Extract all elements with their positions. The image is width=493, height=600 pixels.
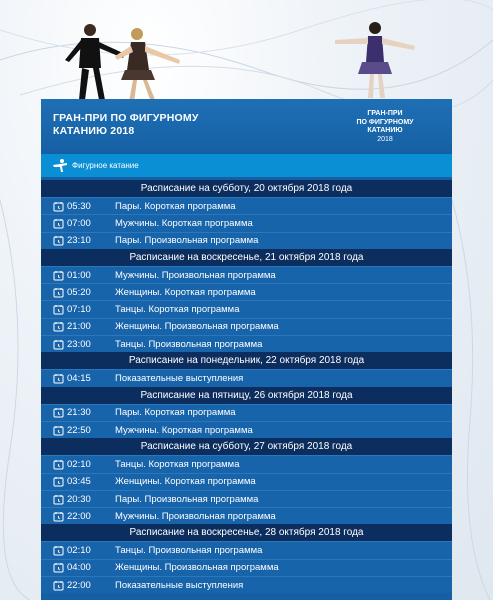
event-row [41, 283, 452, 300]
event-time: 07:10 [67, 304, 91, 316]
event-row [41, 197, 452, 214]
event-time: 02:10 [67, 545, 91, 557]
clock-icon [53, 304, 64, 315]
event-time: 02:10 [67, 458, 91, 470]
event-time: 22:50 [67, 424, 91, 436]
event-row [41, 335, 452, 352]
skater-woman-image [330, 18, 420, 100]
clock-icon [53, 373, 64, 384]
event-time: 07:00 [67, 217, 91, 229]
day-header: Расписание на пятницу, 26 октября 2018 года [41, 387, 452, 404]
clock-icon [53, 545, 64, 556]
logo-line3: КАТАНИЮ [367, 127, 403, 134]
event-row [41, 490, 452, 507]
event-title: Пары. Произвольная программа [115, 235, 259, 247]
event-row [41, 404, 452, 421]
brand-strip [41, 154, 452, 177]
clock-icon [53, 407, 64, 418]
event-row [41, 421, 452, 438]
event-title: Танцы. Произвольная программа [115, 545, 263, 557]
skater-icon [51, 158, 69, 174]
event-title: Танцы. Короткая программа [115, 304, 240, 316]
event-title: Танцы. Короткая программа [115, 458, 240, 470]
clock-icon [53, 476, 64, 487]
clock-icon [53, 218, 64, 229]
event-time: 20:30 [67, 493, 91, 505]
event-row [41, 455, 452, 472]
event-title: Показательные выступления [115, 579, 244, 591]
day-header: Расписание на субботу, 27 октября 2018 года [41, 438, 452, 455]
schedule-panel [41, 99, 452, 600]
event-title: Женщины. Короткая программа [115, 286, 256, 298]
event-row [41, 507, 452, 524]
event-title: Пары. Короткая программа [115, 200, 236, 212]
day-header: Расписание на воскресенье, 28 октября 2018 года [41, 524, 452, 541]
event-time: 03:45 [67, 476, 91, 488]
event-time: 01:00 [67, 269, 91, 281]
clock-icon [53, 287, 64, 298]
event-time: 04:00 [67, 562, 91, 574]
panel-header [41, 99, 452, 154]
event-row [41, 318, 452, 335]
logo-year: 2018 [377, 135, 393, 143]
day-header: Расписание на субботу, 20 октября 2018 года [41, 180, 452, 197]
event-title: Танцы. Произвольная программа [115, 338, 263, 350]
event-title: Показательные выступления [115, 373, 244, 385]
event-time: 22:00 [67, 510, 91, 522]
page-title: ГРАН-ПРИ ПО ФИГУРНОМУ КАТАНИЮ 2018 [53, 112, 199, 137]
clock-icon [53, 321, 64, 332]
event-title: Мужчины. Короткая программа [115, 217, 253, 229]
event-logo [330, 110, 440, 144]
clock-icon [53, 562, 64, 573]
event-title: Пары. Произвольная программа [115, 493, 259, 505]
clock-icon [53, 511, 64, 522]
clock-icon [53, 270, 64, 281]
event-title: Мужчины. Произвольная программа [115, 269, 276, 281]
day-header: Расписание на понедельник, 22 октября 2018 года [41, 352, 452, 369]
clock-icon [53, 425, 64, 436]
event-title: Мужчины. Произвольная программа [115, 510, 276, 522]
event-row [41, 214, 452, 231]
event-row [41, 300, 452, 317]
event-row [41, 541, 452, 558]
event-time: 23:10 [67, 235, 91, 247]
event-row [41, 232, 452, 249]
day-header: Расписание на воскресенье, 21 октября 2018 года [41, 249, 452, 266]
event-title: Пары. Короткая программа [115, 407, 236, 419]
clock-icon [53, 494, 64, 505]
event-title: Женщины. Произвольная программа [115, 562, 279, 574]
event-title: Мужчины. Короткая программа [115, 424, 253, 436]
brand-label: Фигурное катание [72, 161, 139, 170]
event-row [41, 369, 452, 386]
schedule-list [41, 180, 452, 593]
event-time: 23:00 [67, 338, 91, 350]
clock-icon [53, 201, 64, 212]
clock-icon [53, 580, 64, 591]
event-time: 04:15 [67, 373, 91, 385]
clock-icon [53, 235, 64, 246]
event-time: 21:30 [67, 407, 91, 419]
event-row [41, 266, 452, 283]
event-time: 05:20 [67, 286, 91, 298]
event-time: 21:00 [67, 321, 91, 333]
event-row [41, 559, 452, 576]
clock-icon [53, 459, 64, 470]
clock-icon [53, 339, 64, 350]
logo-line2: ПО ФИГУРНОМУ [356, 118, 414, 126]
event-time: 22:00 [67, 579, 91, 591]
event-title: Женщины. Короткая программа [115, 476, 256, 488]
event-time: 05:30 [67, 200, 91, 212]
skating-pair-image [55, 20, 190, 102]
event-row [41, 576, 452, 593]
event-title: Женщины. Произвольная программа [115, 321, 279, 333]
event-row [41, 473, 452, 490]
logo-line1: ГРАН-ПРИ [367, 110, 403, 117]
